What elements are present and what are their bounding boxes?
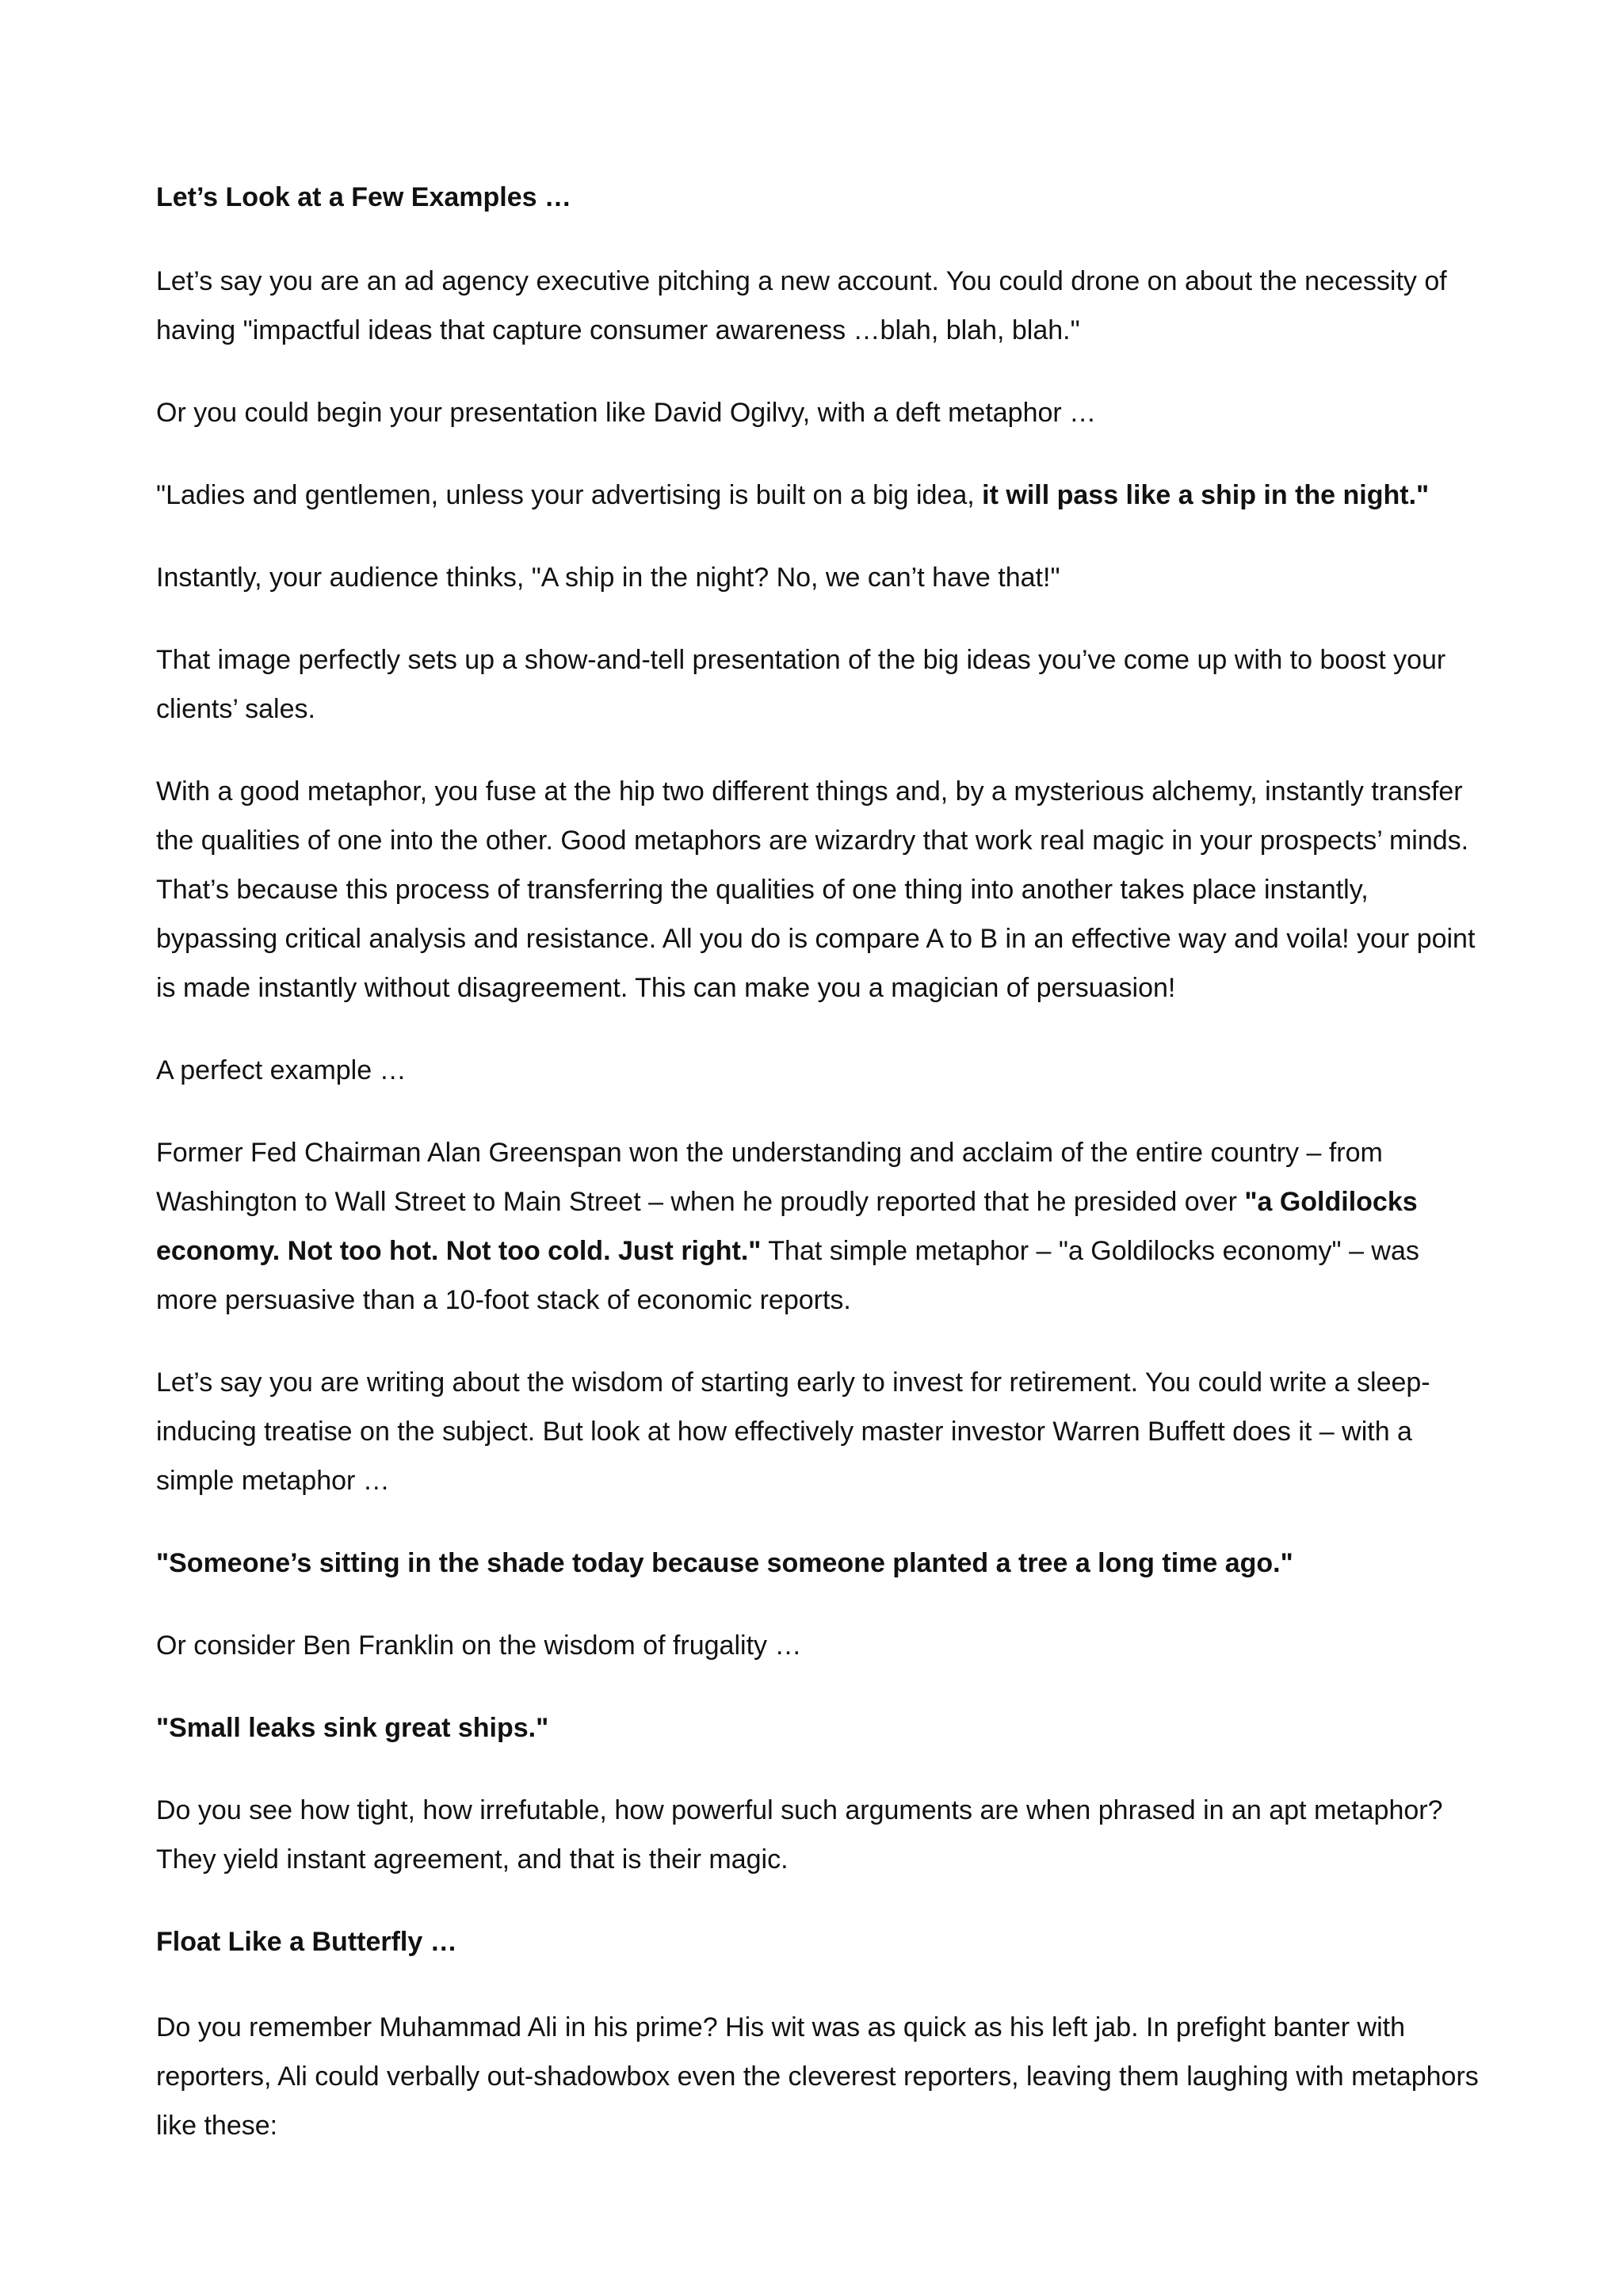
greenspan-text-start: Former Fed Chairman Alan Greenspan won the understanding and acclaim of the entire country – from Washington to Wall Street to Main Street – when he proudly reported that he presided over — [156, 1138, 1383, 1217]
ogilvy-quote-bold: it will pass like a ship in the night." — [982, 480, 1430, 510]
paragraph-greenspan — [156, 1128, 1487, 1325]
paragraph-irrefutable: Do you see how tight, how irrefutable, how powerful such arguments are when phrased in an apt metaphor? They yield instant agreement, and that is their magic. — [156, 1795, 1443, 1875]
greenspan-text-end: That simple metaphor – "a Goldilocks economy" – was more persuasive than a 10-foot stack of economic reports. — [156, 1236, 1419, 1315]
paragraph-show-and-tell: That image perfectly sets up a show-and-tell presentation of the big ideas you’ve come up with to boost your clients’ sales. — [156, 645, 1446, 724]
paragraph-good-metaphor: With a good metaphor, you fuse at the hip two different things and, by a mysterious alchemy, instantly transfer the qualities of one into the other. Good metaphors are wizardry that work real magic in your prospects’ minds. That’s because this process of transferring the qualities of one thing into another takes place instantly, bypassing critical analysis and resistance. All you do is compare A to B in an effective way and voila! your point is made instantly without disagreement. This can make you a magician of persuasion! — [156, 776, 1476, 1003]
paragraph-ogilvy-quote — [156, 471, 1487, 520]
paragraph-ogilvy-intro: Or you could begin your presentation like David Ogilvy, with a deft metaphor … — [156, 398, 1097, 428]
section-heading-examples: Let’s Look at a Few Examples … — [156, 182, 572, 212]
greenspan-quote-bold: "a Goldilocks economy. Not too hot. Not too cold. Just right." — [156, 1187, 1418, 1266]
quote-buffett: "Someone’s sitting in the shade today because someone planted a tree a long time ago." — [156, 1548, 1293, 1578]
ogilvy-quote-start: "Ladies and gentlemen, unless your advertising is built on a big idea, — [156, 480, 983, 510]
document-page — [156, 173, 1487, 2183]
quote-franklin: "Small leaks sink great ships." — [156, 1713, 549, 1743]
paragraph-franklin-intro: Or consider Ben Franklin on the wisdom of frugality … — [156, 1630, 802, 1661]
paragraph-ad-agency: Let’s say you are an ad agency executive pitching a new account. You could drone on about the necessity of having "impactful ideas that capture consumer awareness …blah, blah, blah." — [156, 266, 1447, 345]
paragraph-buffett-intro: Let’s say you are writing about the wisdom of starting early to invest for retirement. You could write a sleep-inducing treatise on the subject. But look at how effectively master investor Warren Buffett does it – with a simple metaphor … — [156, 1367, 1430, 1496]
paragraph-perfect-example: A perfect example … — [156, 1055, 407, 1085]
paragraph-audience-thinks: Instantly, your audience thinks, "A ship in the night? No, we can’t have that!" — [156, 563, 1060, 593]
paragraph-muhammad-ali: Do you remember Muhammad Ali in his prime? His wit was as quick as his left jab. In prefight banter with reporters, Ali could verbally out-shadowbox even the cleverest reporters, leaving them laughing with metaphors like these: — [156, 2012, 1479, 2141]
section-heading-butterfly: Float Like a Butterfly … — [156, 1927, 457, 1957]
